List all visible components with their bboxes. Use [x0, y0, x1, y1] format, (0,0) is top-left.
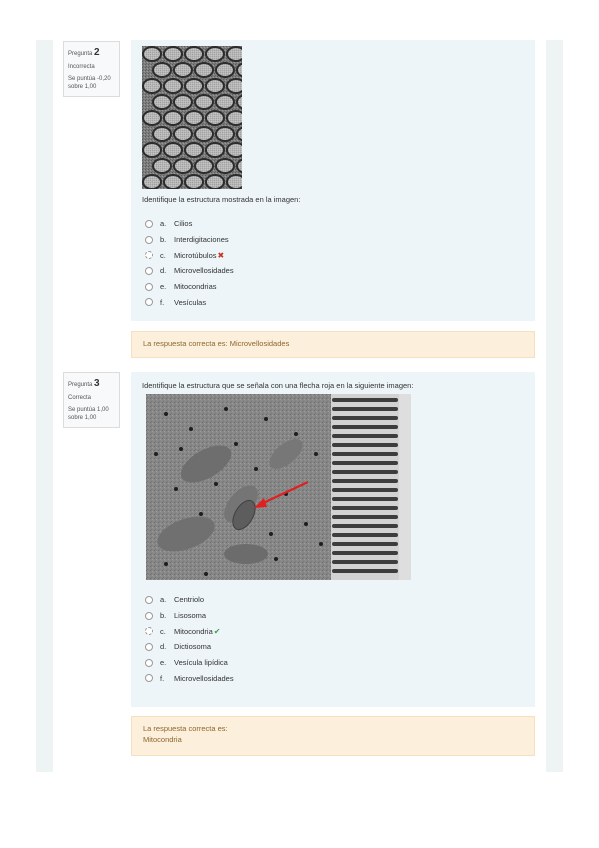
answer-option[interactable] [145, 623, 234, 639]
answer-option[interactable] [145, 263, 234, 279]
micrograph-image-2 [146, 394, 411, 580]
answer-label: Cilios [174, 219, 193, 229]
correct-answer-heading: La respuesta correcta es: [143, 724, 228, 733]
question-grade: Se puntúa 1,00 sobre 1,00 [68, 406, 109, 421]
answer-letter: a. [160, 219, 167, 229]
answer-label: Mitocondrias [174, 282, 217, 292]
radio-button[interactable] [145, 674, 153, 682]
answer-label: Centriolo [174, 595, 205, 605]
radio-button[interactable] [145, 659, 153, 667]
feedback-box-2 [131, 331, 535, 358]
answer-letter: b. [160, 235, 167, 245]
cross-icon: ✖ [217, 250, 225, 260]
question-text: Identifique la estructura mostrada en la imagen: [142, 195, 301, 204]
answer-label: Lisosoma [174, 611, 207, 621]
answer-letter: d. [160, 266, 167, 276]
answer-label: Interdigitaciones [174, 235, 229, 245]
question-prefix: Pregunta [68, 51, 93, 57]
answer-label: Mitocondria [174, 626, 213, 636]
question-grade: Se puntúa -0,20 sobre 1,00 [68, 75, 111, 90]
answer-letter: f. [160, 673, 165, 683]
answer-option[interactable] [145, 216, 234, 232]
answer-option[interactable] [145, 639, 234, 655]
question-content-3 [131, 372, 535, 707]
answer-list [145, 592, 234, 686]
radio-button[interactable] [145, 298, 153, 306]
answer-letter: c. [160, 626, 166, 636]
question-number: 2 [94, 47, 100, 58]
answer-label: Microvellosidades [174, 673, 234, 683]
question-state: Incorrecta [68, 63, 95, 70]
answer-letter: f. [160, 297, 165, 307]
correct-answer-text: La respuesta correcta es: Microvellosidades [143, 339, 290, 348]
answer-option[interactable] [145, 608, 234, 624]
question-info-2 [63, 41, 120, 97]
answer-list [145, 216, 234, 310]
answer-option[interactable] [145, 655, 234, 671]
feedback-box-3 [131, 716, 535, 756]
answer-option[interactable] [145, 279, 234, 295]
answer-label: Vesículas [174, 297, 207, 307]
answer-option[interactable] [145, 294, 234, 310]
radio-button[interactable] [145, 267, 153, 275]
answer-letter: b. [160, 611, 167, 621]
radio-button[interactable] [145, 220, 153, 228]
question-content-2 [131, 40, 535, 321]
answer-letter: c. [160, 250, 166, 260]
answer-letter: d. [160, 642, 167, 652]
answer-label: Dictiosoma [174, 642, 212, 652]
radio-button[interactable] [145, 236, 153, 244]
question-state: Correcta [68, 394, 92, 401]
answer-option[interactable] [145, 592, 234, 608]
micrograph-image-1 [142, 46, 242, 189]
radio-button[interactable] [145, 251, 153, 259]
answer-label: Vesícula lipídica [174, 658, 228, 668]
correct-answer-text: Mitocondria [143, 734, 182, 744]
answer-letter: a. [160, 595, 167, 605]
radio-button[interactable] [145, 612, 153, 620]
radio-button[interactable] [145, 627, 153, 635]
answer-option[interactable] [145, 232, 234, 248]
answer-letter: e. [160, 282, 167, 292]
question-number: 3 [94, 378, 100, 389]
checkmark-icon: ✔ [213, 626, 221, 636]
radio-button[interactable] [145, 283, 153, 291]
page-gutter-right [546, 40, 563, 772]
answer-letter: e. [160, 658, 167, 668]
question-prefix: Pregunta [68, 382, 93, 388]
answer-label: Microtúbulos [174, 250, 217, 260]
page-gutter-left [36, 40, 53, 772]
answer-label: Microvellosidades [174, 266, 234, 276]
radio-button[interactable] [145, 643, 153, 651]
radio-button[interactable] [145, 596, 153, 604]
question-text: Identifique la estructura que se señala con una flecha roja en la siguiente imagen: [142, 381, 414, 390]
answer-option[interactable] [145, 247, 234, 263]
answer-option[interactable] [145, 670, 234, 686]
question-info-3 [63, 372, 120, 428]
